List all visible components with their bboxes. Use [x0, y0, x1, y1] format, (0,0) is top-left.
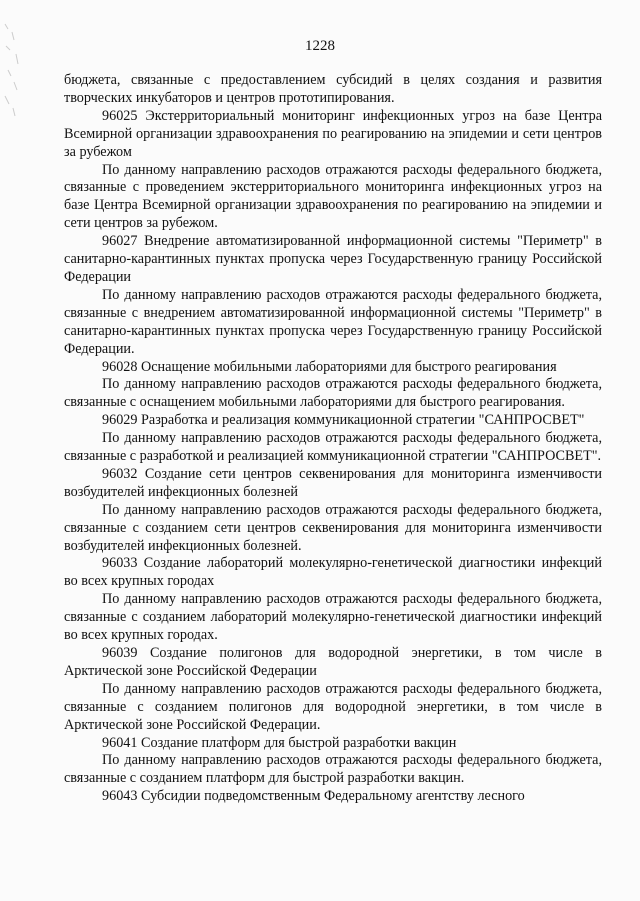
document-body — [64, 72, 602, 806]
paragraph-96028-description: По данному направлению расходов отражаются расходы федерального бюджета, связанные с оснащением мобильными лабораториями для быстрого реагирования. — [64, 376, 602, 411]
paragraph-96027-description: По данному направлению расходов отражаются расходы федерального бюджета, связанные с внедрением автоматизированной информационной системы "Периметр" в санитарно-карантинных пунктах пропуска через Государственную границу Российской Федерации. — [64, 286, 602, 357]
section-heading-96032: 96032 Создание сети центров секвенирования для мониторинга изменчивости возбудителей инфекционных болезней — [64, 465, 602, 500]
section-heading-96043: 96043 Субсидии подведомственным Федеральному агентству лесного — [102, 788, 525, 805]
section-heading-96029: 96029 Разработка и реализация коммуникационной стратегии "САНПРОСВЕТ" — [102, 412, 585, 429]
section-heading-96041: 96041 Создание платформ для быстрой разработки вакцин — [102, 734, 457, 751]
page-number: 1228 — [305, 38, 335, 54]
paragraph-96033-description: По данному направлению расходов отражаются расходы федерального бюджета, связанные с созданием лабораторий молекулярно-генетической диагностики инфекций во всех крупных городах. — [64, 591, 602, 644]
paragraph-96025-description: По данному направлению расходов отражаются расходы федерального бюджета, связанные с проведением экстерриториального мониторинга инфекционных угроз на базе Центра Всемирной организации здравоохранения по реагированию на эпидемии и сети центров за рубежом. — [64, 161, 602, 232]
paragraph-continuation: бюджета, связанные с предоставлением субсидий в целях создания и развития творческих инкубаторов и центров прототипирования. — [64, 72, 602, 106]
section-heading-96025: 96025 Экстерриториальный мониторинг инфекционных угроз на базе Центра Всемирной организации здравоохранения по реагированию на эпидемии и сети центров за рубежом — [64, 107, 602, 160]
section-heading-96028: 96028 Оснащение мобильными лабораториями для быстрого реагирования — [102, 358, 557, 375]
section-heading-96039: 96039 Создание полигонов для водородной энергетики, в том числе в Арктической зоне Российской Федерации — [64, 645, 602, 679]
section-heading-96027: 96027 Внедрение автоматизированной информационной системы "Периметр" в санитарно-карантинных пунктах пропуска через Государственную границу Российской Федерации — [64, 233, 602, 285]
paragraph-96041-description: По данному направлению расходов отражаются расходы федерального бюджета, связанные с созданием платформ для быстрой разработки вакцин. — [64, 752, 602, 787]
paragraph-96029-description: По данному направлению расходов отражаются расходы федерального бюджета, связанные с разработкой и реализацией коммуникационной стратегии "САНПРОСВЕТ". — [64, 430, 602, 465]
paragraph-96032-description: По данному направлению расходов отражаются расходы федерального бюджета, связанные с созданием сети центров секвенирования для мониторинга изменчивости возбудителей инфекционных болезней. — [64, 501, 602, 554]
paragraph-96039-description: По данному направлению расходов отражаются расходы федерального бюджета, связанные с созданием полигонов для водородной энергетики, в том числе в Арктической зоне Российской Федерации. — [64, 680, 602, 733]
scan-margin-marks — [2, 20, 24, 120]
section-heading-96033: 96033 Создание лабораторий молекулярно-генетической диагностики инфекций во всех крупных городах — [64, 555, 602, 590]
